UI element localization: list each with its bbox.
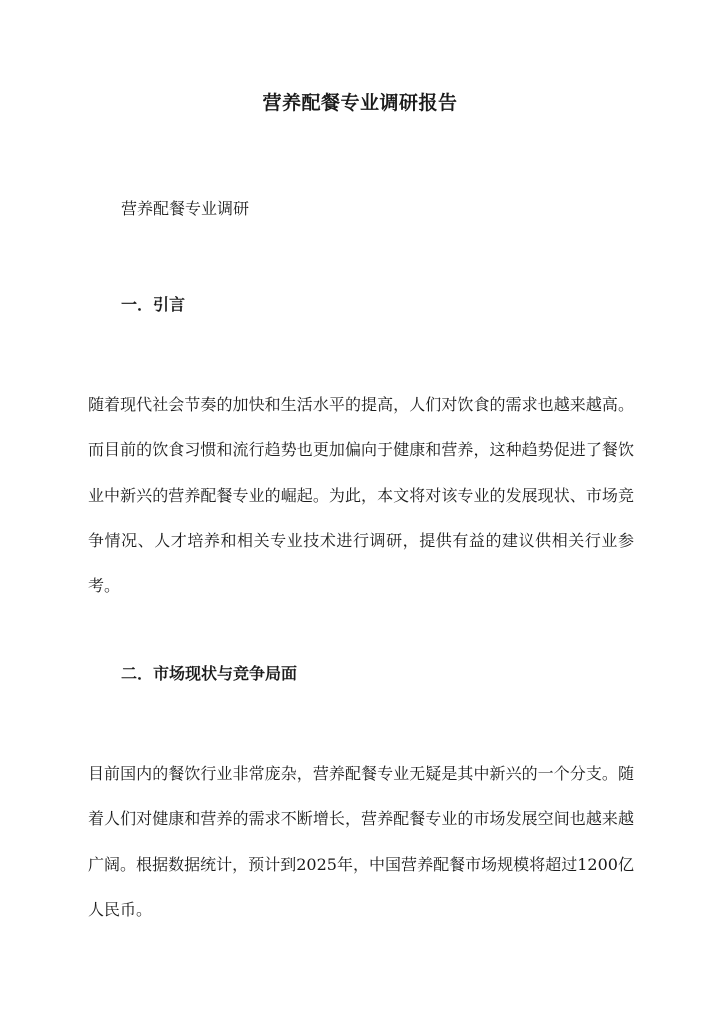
document-subtitle: 营养配餐专业调研 xyxy=(121,199,250,218)
section-heading-introduction: 一．引言 xyxy=(121,295,186,314)
section-heading-market: 二．市场现状与竞争局面 xyxy=(121,664,298,683)
page-title: 营养配餐专业调研报告 xyxy=(262,92,458,114)
section-paragraph-market: 目前国内的餐饮行业非常庞杂，营养配餐专业无疑是其中新兴的一个分支。随着人们对健康和营养的需求不断增长，营养配餐专业的市场发展空间也越来越广阔。根据数据统计，预计到2025年，中国营养配餐市场规模将超过1200亿人民币。 xyxy=(88,764,634,919)
section-paragraph-introduction: 随着现代社会节奏的加快和生活水平的提高，人们对饮食的需求也越来越高。而目前的饮食习惯和流行趋势也更加偏向于健康和营养，这种趋势促进了餐饮业中新兴的营养配餐专业的崛起。为此，本文将对该专业的发展现状、市场竞争情况、人才培养和相关专业技术进行调研，提供有益的建议供相关行业参考。 xyxy=(88,395,634,596)
